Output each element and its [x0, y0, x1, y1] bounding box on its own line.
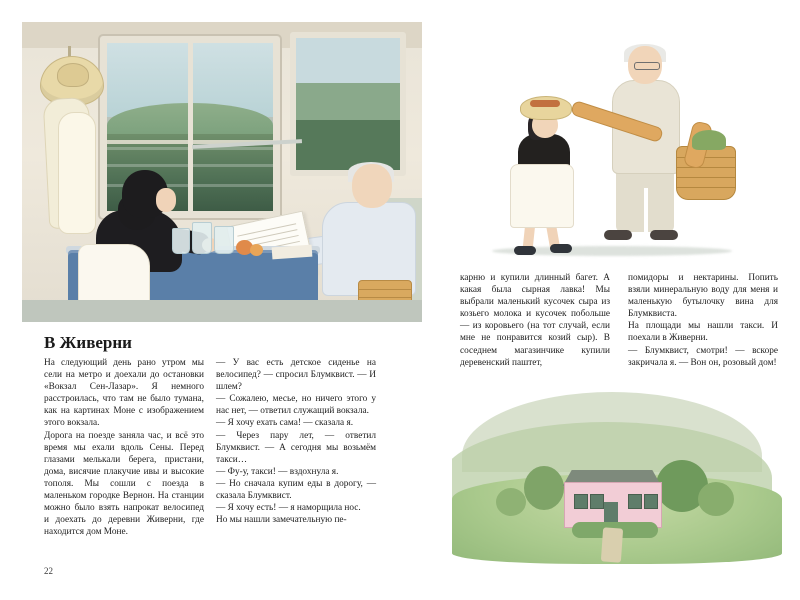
- girl-shoe: [550, 244, 572, 253]
- text-column-1: [44, 357, 204, 538]
- text-column-3: [460, 272, 610, 369]
- pink-house-illustration: [452, 378, 782, 574]
- drinking-glass: [214, 226, 234, 254]
- drinking-glass: [172, 228, 190, 254]
- paragraph: — Фу-у, такси! — вздохнула я.: [216, 466, 339, 477]
- drinking-glass: [192, 222, 212, 254]
- house-window: [574, 494, 588, 509]
- fruit: [250, 244, 263, 256]
- compartment-floor: [22, 300, 422, 322]
- paragraph: помидоры и нектарины. Попить взяли минеральную воду для меня и маленькую бутылочку вина для Блумквиста.: [628, 273, 778, 320]
- tree: [524, 466, 564, 510]
- tree: [698, 482, 734, 516]
- street-walk-illustration: [452, 18, 782, 268]
- basket-weave: [359, 289, 411, 290]
- house-window: [590, 494, 604, 509]
- page-title: В Живерни: [44, 333, 132, 352]
- window-field: [296, 83, 400, 123]
- girl-apron: [510, 164, 574, 228]
- train-compartment-illustration: [22, 22, 422, 322]
- house-window: [628, 494, 642, 509]
- paragraph: — Через пару лет, — ответил Блумквист. — А сегодня мы возьмём такси…: [216, 430, 376, 465]
- greens: [692, 130, 726, 150]
- man-head: [352, 164, 392, 208]
- text-column-4: [628, 272, 778, 369]
- man-shoe: [604, 230, 632, 240]
- girl-shoe: [514, 246, 536, 255]
- house-window: [644, 494, 658, 509]
- paragraph: — Я хочу ехать сама! — сказала я.: [216, 418, 354, 429]
- hat-band: [530, 100, 560, 107]
- paragraph: Дорога на поезде заняла час, и всё это время мы ехали вдоль Сены. Перед глазами мелькали берега, пристани, дома, висячие плакучие ивы и высокие тополя. Мы сошли с поезда в маленьком городке Вернон. На станции можно было взять напрокат велосипед и доехать до деревни Живерни, где находится дом Моне.: [44, 430, 204, 538]
- paragraph: — Сожалею, месье, но ничего этого у нас нет, — ответил служащий вокзала.: [216, 394, 376, 417]
- hanging-coat-second: [58, 112, 96, 234]
- page-number: 22: [44, 566, 53, 576]
- window-mullion: [188, 43, 193, 211]
- window-river: [296, 120, 400, 170]
- paragraph: карню и купили длинный багет. А какая была сырная лавка! Мы выбрали маленький кусочек сыра из козьего молока и кусочек побольше — из коровьего (на тот случай, если мне не понравится козий сыр). В соседнем магазинчике купили деревенский паштет,: [460, 273, 610, 368]
- secondary-window: [290, 32, 406, 176]
- man-shoe: [650, 230, 678, 240]
- garden-path: [601, 527, 623, 562]
- paragraph: На следующий день рано утром мы сели на метро и доехали до остановки «Вокзал Сен-Лазар». Я немного расстроилась, что там не было тумана, как на картинах Моне с изображением этого вокзала.: [44, 358, 204, 429]
- paragraph: — Блумквист, смотри! — вскоре закричала я. — Вон он, розовый дом!: [628, 345, 778, 368]
- paragraph: Но мы нашли замечательную пе-: [216, 515, 347, 526]
- glasses-icon: [634, 62, 660, 70]
- text-column-2: [216, 357, 376, 526]
- paragraph: — Я хочу есть! — я наморщила нос.: [216, 503, 361, 514]
- tree: [496, 488, 526, 516]
- trouser-gap: [644, 188, 648, 234]
- paragraph: На площади мы нашли такси. И поехали в Живерни.: [628, 321, 778, 344]
- girl-face: [156, 188, 176, 212]
- paragraph: — Но сначала купим еды в дорогу, — сказала Блумквист.: [216, 478, 376, 502]
- window-sky: [296, 38, 400, 88]
- paragraph: — У вас есть детское сиденье на велосипед? — спросил Блумквист. — И шлем?: [216, 358, 376, 393]
- hat-crown: [57, 63, 89, 87]
